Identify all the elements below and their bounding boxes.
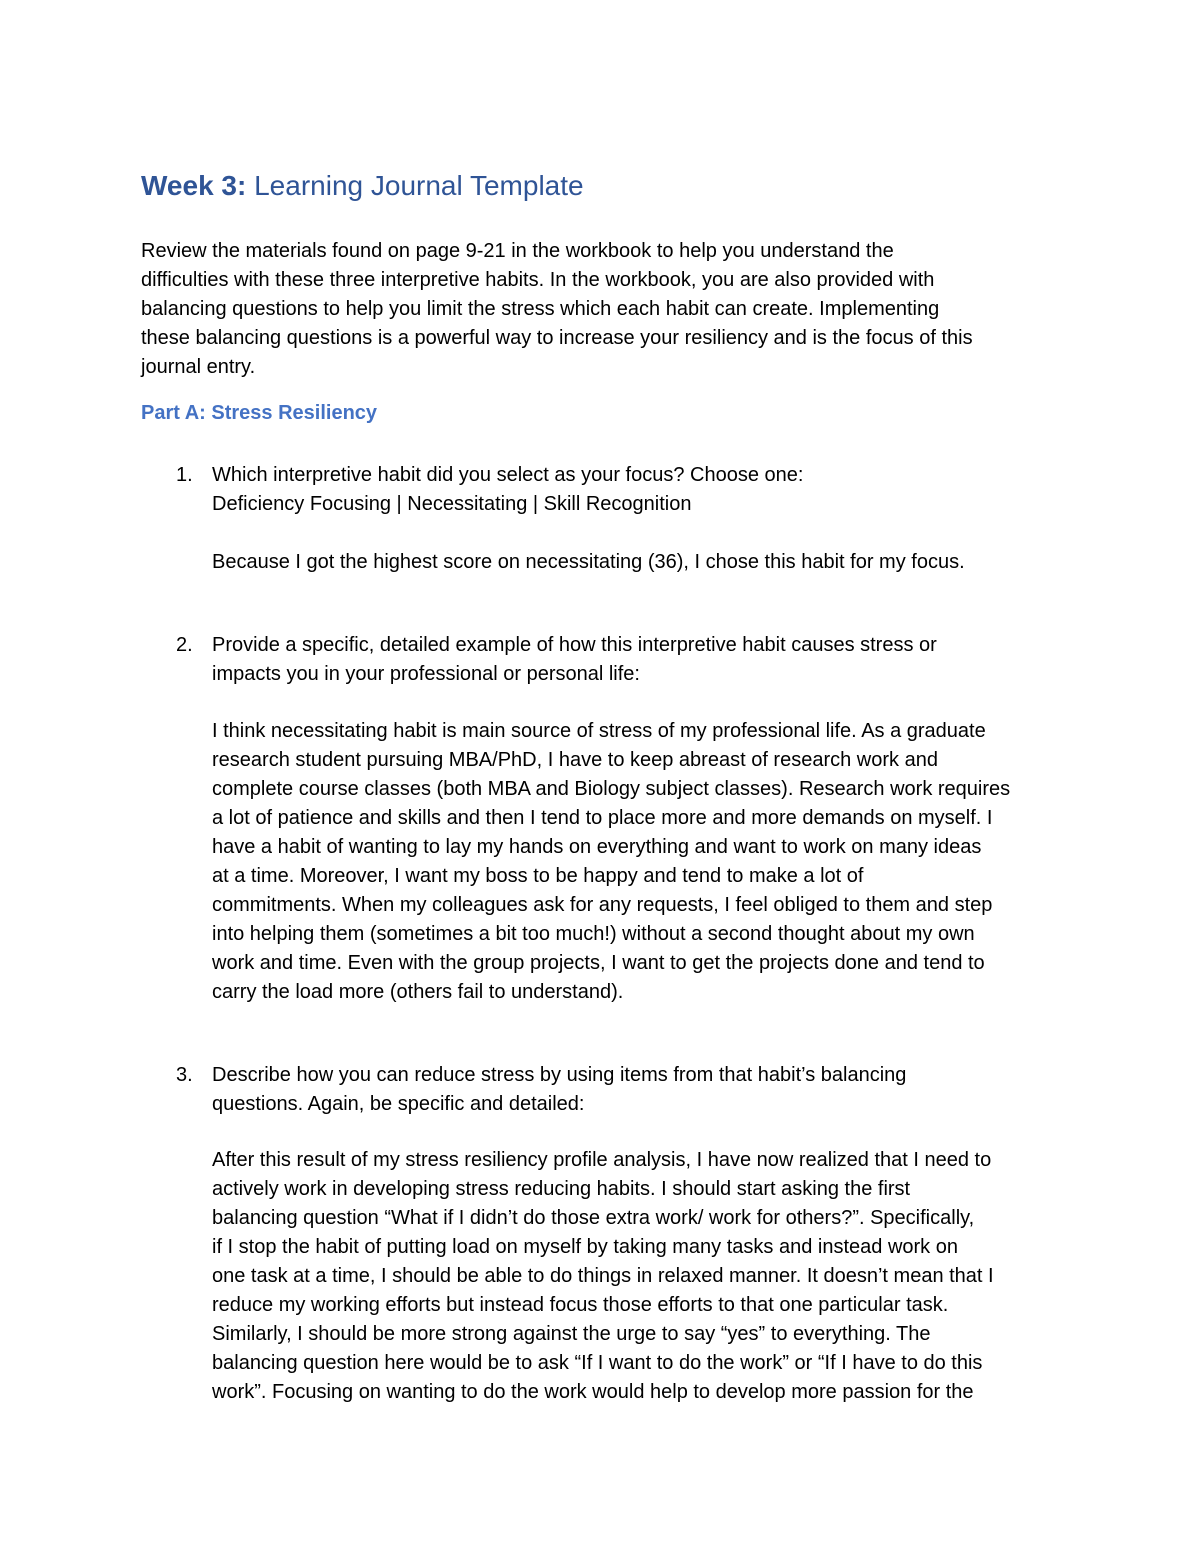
page-title xyxy=(141,170,584,202)
title-text: Learning Journal Template xyxy=(246,170,584,201)
question-answer: Because I got the highest score on necessitating (36), I chose this habit for my focus. xyxy=(212,551,965,573)
question-answer: After this result of my stress resiliency profile analysis, I have now realized that I need to actively work in developing stress reducing habits. I should start asking the first balancing question “What if I didn’t do those extra work/ work for others?”. Specifically, if I stop the habit of putting load on myself by taking many tasks and instead work on one task at a time, I should be able to do things in relaxed manner. It doesn’t mean that I reduce my working efforts but instead focus those efforts to that one particular task. Similarly, I should be more strong against the urge to say “yes” to everything. The balancing question here would be to ask “If I want to do the work” or “If I have to do this work”. Focusing on wanting to do the work would help to develop more passion for the xyxy=(212,1149,994,1403)
question-answer: I think necessitating habit is main source of stress of my professional life. As a graduate research student pursuing MBA/PhD, I have to keep abreast of research work and complete course classes (both MBA and Biology subject classes). Research work requires a lot of patience and skills and then I tend to place more and more demands on myself. I have a habit of wanting to lay my hands on everything and want to work on many ideas at a time. Moreover, I want my boss to be happy and tend to make a lot of commitments. When my colleagues ask for any requests, I feel obliged to them and step into helping them (sometimes a bit too much!) without a second thought about my own work and time. Even with the group projects, I want to get the projects done and tend to carry the load more (others fail to understand). xyxy=(212,720,1011,1003)
question-prompt: Provide a specific, detailed example of how this interpretive habit causes stress or impacts you in your professional or personal life: xyxy=(212,634,937,685)
intro-paragraph: Review the materials found on page 9-21 in the workbook to help you understand the difficulties with these three interpretive habits. In the workbook, you are also provided with balancing questions to help you limit the stress which each habit can create. Implementing these balancing questions is a powerful way to increase your resiliency and is the focus of this journal entry. xyxy=(141,240,973,378)
question-number: 1. xyxy=(176,464,193,486)
question-prompt: Describe how you can reduce stress by using items from that habit’s balancing questions. Again, be specific and detailed: xyxy=(212,1064,907,1115)
question-prompt: Which interpretive habit did you select as your focus? Choose one: Deficiency Focusing | Necessitating | Skill Recognition xyxy=(212,464,804,515)
title-week-label: Week 3: xyxy=(141,170,247,201)
section-heading-part-a: Part A: Stress Resiliency xyxy=(141,402,378,424)
question-number: 2. xyxy=(176,634,193,656)
question-number: 3. xyxy=(176,1064,193,1086)
